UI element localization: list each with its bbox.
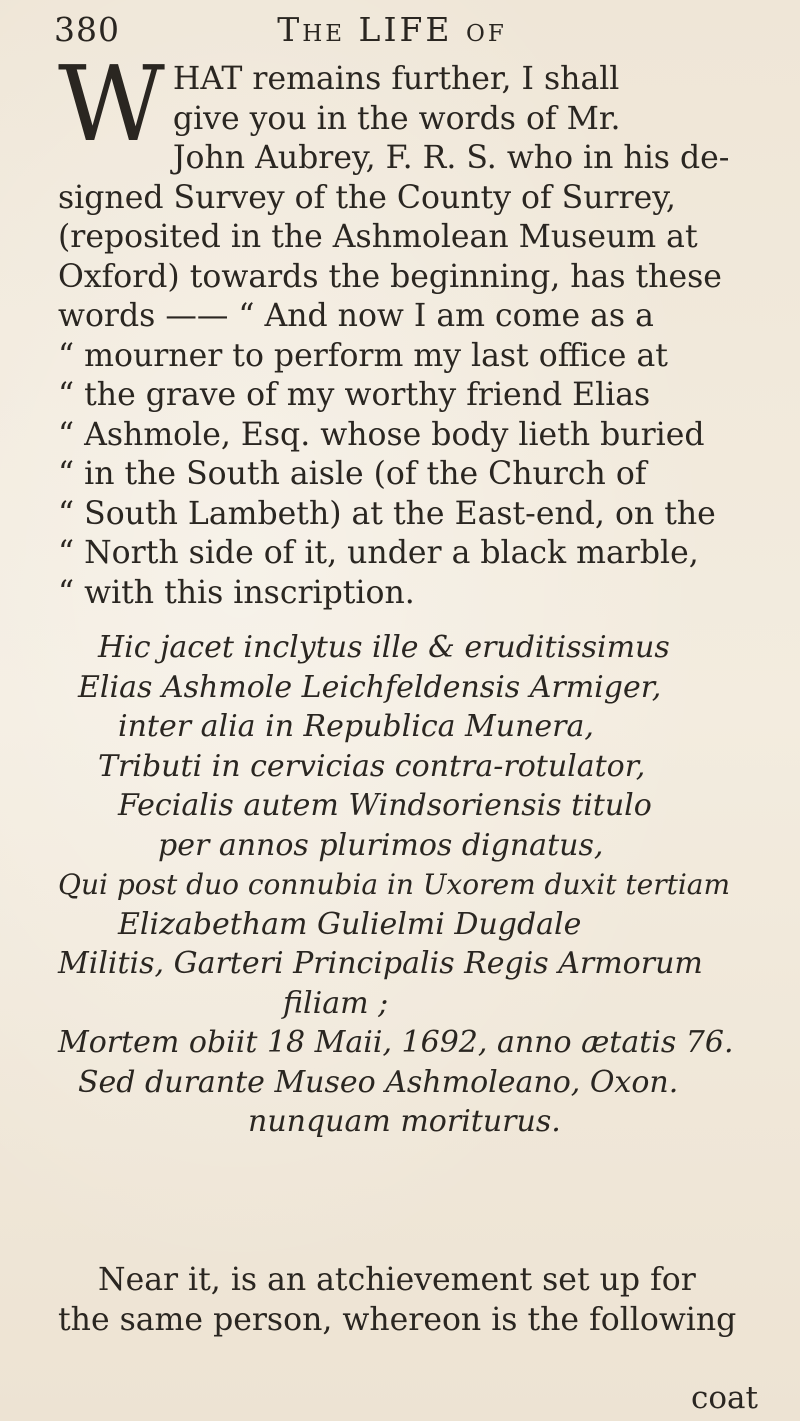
text-line: words —— “ And now I am come as a — [58, 298, 654, 334]
text-line: John Aubrey, F. R. S. who in his de- — [172, 140, 730, 176]
text-line: “ with this inscription. — [58, 574, 415, 611]
text-line: HAT remains further, I shall — [172, 61, 620, 97]
running-title: The LIFE of — [277, 10, 507, 49]
catchword: coat — [691, 1380, 758, 1416]
epitaph-line: Qui post duo connubia in Uxorem duxit tertiam — [58, 868, 731, 901]
text-line: “ Ashmole, Esq. whose body lieth buried — [58, 416, 705, 453]
epitaph-line: per annos plurimos dignatus, — [158, 827, 604, 863]
epitaph-line: Sed durante Museo Ashmoleano, Oxon. — [78, 1064, 679, 1100]
page-number: 380 — [54, 10, 120, 49]
epitaph-line: Elizabetham Gulielmi Dugdale — [118, 906, 582, 942]
closing-paragraph — [58, 1260, 748, 1340]
epitaph-inscription — [58, 628, 748, 1142]
text-line: signed Survey of the County of Surrey, — [58, 179, 676, 216]
text-line: “ mourner to perform my last office at — [58, 337, 668, 374]
text-line: “ the grave of my worthy friend Elias — [58, 377, 651, 413]
epitaph-line: Tributi in cervicias contra-rotulator, — [98, 748, 646, 784]
epitaph-line: Elias Ashmole Leichfeldensis Armiger, — [78, 669, 662, 705]
text-line: Oxford) towards the beginning, has these — [58, 258, 722, 295]
epitaph-line: Hic jacet inclytus ille & eruditissimus — [98, 630, 670, 665]
text-line: “ South Lambeth) at the East-end, on the — [58, 495, 716, 532]
epitaph-line: filiam ; — [283, 985, 389, 1021]
epitaph-line: nunquam moriturus. — [248, 1104, 561, 1139]
text-line: the same person, whereon is the following — [58, 1302, 737, 1338]
text-line: give you in the words of Mr. — [172, 100, 621, 137]
epitaph-line: Fecialis autem Windsoriensis titulo — [118, 788, 652, 823]
epitaph-line: Mortem obiit 18 Maii, 1692, anno ætatis 76. — [58, 1025, 734, 1060]
text-line: Near it, is an atchievement set up for — [98, 1262, 696, 1298]
drop-cap: W — [58, 43, 165, 165]
opening-paragraph — [58, 43, 748, 613]
text-line: (reposited in the Ashmolean Museum at — [58, 219, 698, 255]
text-line: “ North side of it, under a black marble, — [58, 535, 699, 571]
epitaph-line: inter alia in Republica Munera, — [118, 709, 594, 744]
text-line: “ in the South aisle (of the Church of — [58, 456, 647, 492]
epitaph-line: Militis, Garteri Principalis Regis Armorum — [58, 946, 703, 981]
